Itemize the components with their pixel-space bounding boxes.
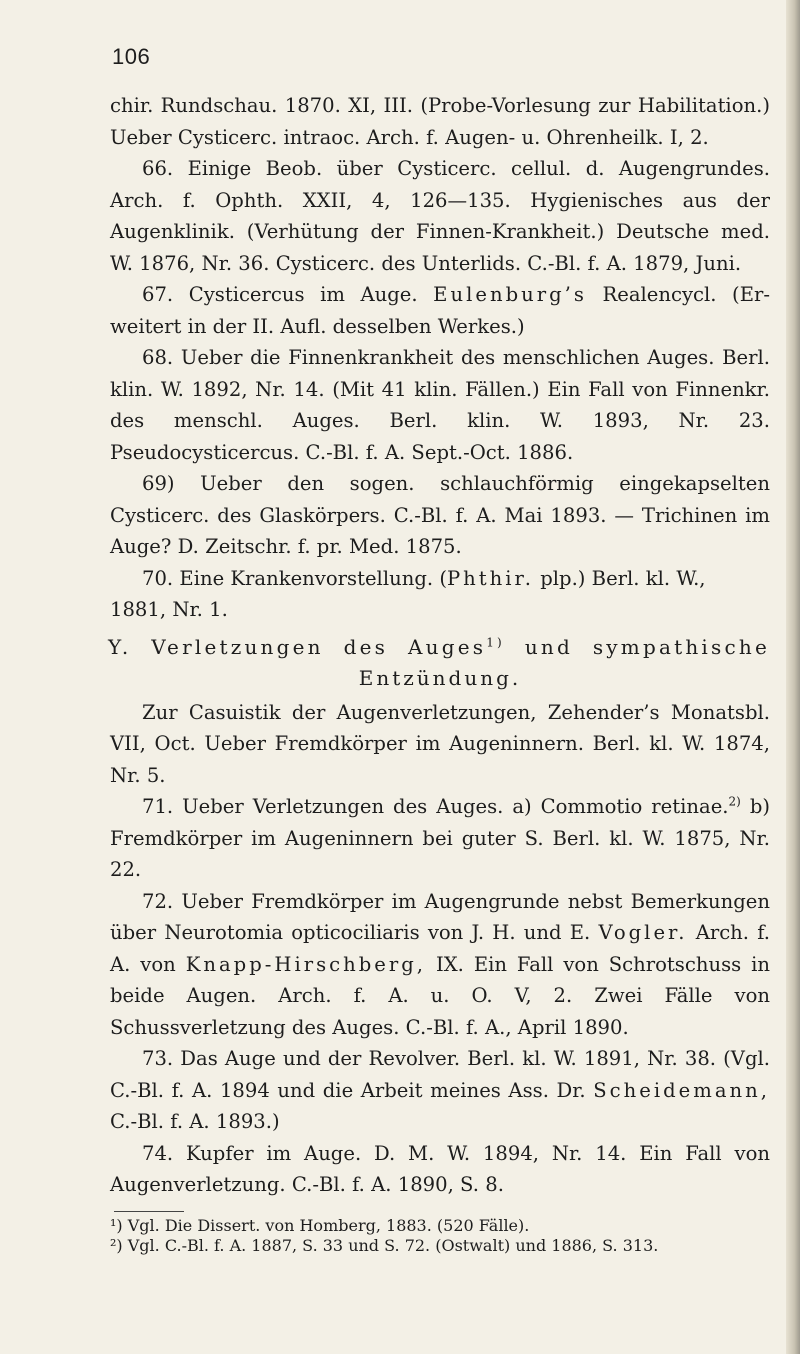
entry-68: 68. Ueber die Finnenkrankheit des menschlichen Auges. Berl. klin. W. 1892, Nr. 14. (Mit 41 klin. Fällen.) Ein Fall von Finnenkr. des menschl. Auges. Berl. klin. W. 1893, Nr. 23. Pseudocysticercus. C.-Bl. f. A. Sept.-Oct. 1886. xyxy=(110,346,770,464)
page-number: 106 xyxy=(112,44,151,69)
entry-67-title: 67. Cysticercus im Auge. xyxy=(142,283,418,306)
entry-73: 73. Das Auge und der Revolver. Berl. kl. W. 1891, Nr. 38. (Vgl. C.-Bl. f. A. 1894 und die Arbeit meines Ass. Dr. Scheidemann, C.-Bl. f. A. 1893.) xyxy=(110,1047,770,1133)
entry-72: 72. Ueber Fremdkörper im Augengrunde nebst Bemerkungen über Neurotomia opticociliaris von J. H. und E. Vogler. Arch. f. A. von Knapp-Hirschberg, IX. Ein Fall von Schrotschuss in beide Augen. Arch. f. A. u. O. V, 2. Zwei Fälle von Schussverletzung des Auges. C.-Bl. f. A., April 1890. xyxy=(110,889,771,1039)
entry-70-cont: 1881, Nr. 1. xyxy=(110,598,228,621)
section-heading-line1: Y. Verletzungen des Auges$^{1)}$ und sympathische xyxy=(108,634,770,659)
page-edge-shadow xyxy=(786,0,800,1354)
entry-66: 66. Einige Beob. über Cysticerc. cellul. d. Augengrundes. Arch. f. Ophth. XXII, 4, 126—135. Hygienisches aus der Augenklinik. (Verhütung der Finnen-Krankheit.) Deutsche med. W. 1876, Nr. 36. Cysticerc. des Unterlids. C.-Bl. f. A. 1879, Juni. xyxy=(110,157,770,275)
entry-70: 70. Eine Krankenvorstellung. (Phthir. plp.) Berl. kl. W., xyxy=(142,566,706,590)
entry-67-author: Eulenburg’s xyxy=(433,283,587,306)
author-knapp-hirschberg: Knapp-Hirschberg, xyxy=(185,952,427,976)
section-heading xyxy=(110,632,770,695)
body-text xyxy=(110,90,770,1256)
paragraph-continuation: chir. Rundschau. 1870. XI, III. (Probe-Vorlesung zur Habilitation.) Ueber Cysticerc. intraoc. Arch. f. Augen- u. Ohrenheilk. I, 2. xyxy=(110,94,770,149)
footnote-rule xyxy=(114,1211,184,1212)
section-heading-line2: Entzündung. xyxy=(358,666,522,690)
footnote-1: ¹) Vgl. Die Dissert. von Homberg, 1883. (520 Fälle). xyxy=(110,1215,530,1235)
entry-74: 74. Kupfer im Auge. D. M. W. 1894, Nr. 14. Ein Fall von Augenverletzung. C.-Bl. f. A. 1890, S. 8. xyxy=(110,1141,770,1196)
entry-70-title: 70. Eine Krankenvorstellung. xyxy=(142,566,434,590)
footnotes xyxy=(110,1211,770,1256)
entry-70-rest: plp.) Berl. kl. W., xyxy=(540,566,706,590)
author-scheidemann: Scheidemann, xyxy=(593,1078,770,1102)
entry-67-rest: Realencycl. (Erweitert in der II. Aufl. desselben Werkes.) xyxy=(110,283,770,338)
author-vogler: Vogler. xyxy=(598,921,688,944)
entry-67 xyxy=(110,279,770,342)
entry-69: 69) Ueber den sogen. schlauchförmig eingekapselten Cysticerc. des Glaskörpers. C.-Bl. f. A. Mai 1893. — Trichinen im Auge? D. Zeitschr. f. pr. Med. 1875. xyxy=(110,472,770,558)
entry-70-spaced: Phthir. xyxy=(446,566,534,590)
casuistik-paragraph: Zur Casuistik der Augenverletzungen, Zehender’s Monatsbl. VII, Oct. Ueber Fremdkörper im Augeninnern. Berl. kl. W. 1874, Nr. 5. xyxy=(110,700,770,787)
entry-71: 71. Ueber Verletzungen des Auges. a) Commotio retinae.$^{2)}$ b) Fremdkörper im Augeninnern bei guter S. Berl. kl. W. 1875, Nr. 22. xyxy=(110,794,770,881)
footnote-2: ²) Vgl. C.-Bl. f. A. 1887, S. 33 und S. 72. (Ostwalt) und 1886, S. 313. xyxy=(110,1235,659,1255)
book-page xyxy=(110,44,770,1256)
